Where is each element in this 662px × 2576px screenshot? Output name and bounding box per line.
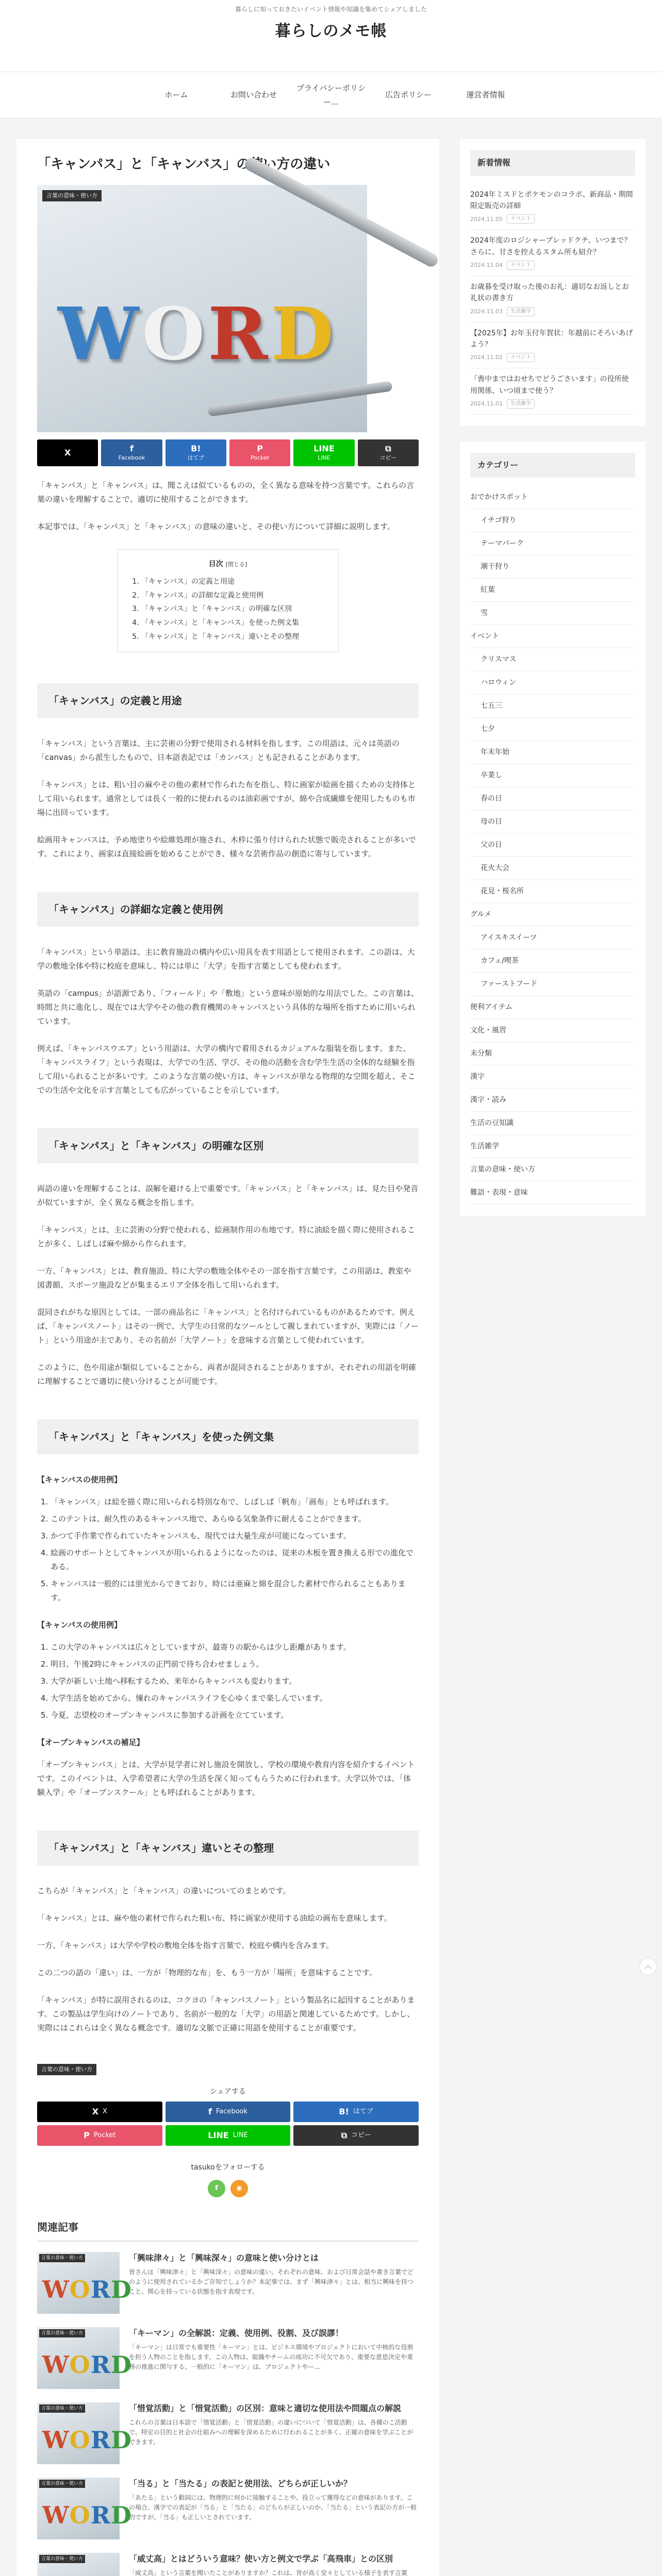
- example-item: 5. キャンバスは一般的には蛍光からできており、時には亜麻と綿を混合した素材で作られることもあります。: [51, 1577, 419, 1605]
- eyecatch-letter: O: [142, 292, 205, 377]
- share-label: LINE: [318, 454, 330, 462]
- nav-contact[interactable]: お問い合わせ: [230, 90, 277, 99]
- related-description: 「あたる」という動詞には、物理的に何かに接触することや、役立って獲得などの意味があります。この場合、漢字での表記が「当る」と「当たる」のどちらが正しいのか、「当たる」という表記の方が一般的ですが、「当る」も正しいとされています。: [129, 2494, 417, 2521]
- share-icon: P: [257, 444, 263, 454]
- share-button-x[interactable]: [37, 439, 98, 466]
- related-title[interactable]: 「当る」と「当たる」の表記と使用法、どちらが正しいか？: [129, 2478, 352, 2488]
- category-item[interactable]: 年末年始: [470, 741, 635, 764]
- section-paragraph: 例えば、「キャンパスウエア」という用語は、大学の構内で着用されるカジュアルな服装を指します。また、「キャンパスライフ」という表現は、大学での生活、学び、その他の活動を含む学生生活の全体的な経験を指して用いられることが多いです。このような言葉の使い方は、キャンパスが単なる物理的な空間を超え、そこでの生活や文化を示す言葉としても広がっていることを示しています。: [37, 1044, 416, 1095]
- thumb-letter: R: [90, 2426, 111, 2454]
- site-title[interactable]: 暮らしのメモ帳: [275, 22, 387, 40]
- related-category: 言葉の意味・使い方: [39, 2404, 85, 2413]
- related-list: [37, 2252, 419, 2576]
- thumb-letter: D: [110, 2275, 132, 2303]
- example-item: 2. このテントは、耐久性のあるキャンバス地で、あらゆる気象条件に耐えることができます。: [51, 1512, 419, 1526]
- news-meta: [470, 260, 635, 270]
- section-paragraph: 「キャンパス」という単語は、主に教育施設の構内や広い用具を表す用語として使用されます。この語は、大学の敷地全体や特に校庭を意味し、特には単に「大学」を指す言葉としても使われます。: [37, 947, 415, 971]
- news-widget-title: 新着情報: [470, 150, 635, 176]
- share-button-line[interactable]: [293, 439, 354, 466]
- section-paragraph: 一方、「キャンパス」は大学や学校の敷地全体を指す言葉で、校庭や構内を含みます。: [37, 1941, 334, 1951]
- share-icon: ⧉: [385, 444, 391, 454]
- news-title[interactable]: お歳暮を受け取った後のお礼：適切なお返しとお礼状の書き方: [470, 282, 629, 303]
- related-body: [129, 2252, 419, 2314]
- share-label: X: [103, 2107, 107, 2115]
- category-item[interactable]: おでかけスポット: [470, 486, 635, 509]
- thumb-letter: O: [69, 2350, 91, 2379]
- lead-paragraph: 「キャンパス」と「キャンバス」は、聞こえは似ているものの、全く異なる意味を持つ言葉です。これらの言葉の違いを理解することで、適切に使用することができます。: [37, 481, 415, 504]
- example-item: 2. 明日、午後2時にキャンパスの正門前で待ち合わせましょう。: [51, 1657, 419, 1671]
- related-description: 皆さんは「興味津々」と「興味深々」の意味の違い、それぞれの意味、および日常会話や書き言葉でどのように使用されているかご存知でしょうか？本記事では、まず「興味津々」とは、相当に興味を持つこと、関心を持っている状態を指す表現です。: [129, 2268, 414, 2295]
- category-item[interactable]: 便利アイテム: [470, 996, 635, 1019]
- toc-item[interactable]: 5. 「キャンパス」と「キャンバス」違いとその整理: [141, 630, 325, 644]
- section-paragraph: 「キャンバス」という言葉は、主に芸術の分野で使用される材料を指します。この用語は、元々は英語の「canvas」から派生したもので、日本語表記では「カンバス」とも記されることがあります。: [37, 739, 400, 762]
- article-body: [37, 683, 419, 2035]
- toc-list: [131, 575, 325, 643]
- lead-paragraph: 本記事では、「キャンパス」と「キャンバス」の意味の違いと、その使い方について詳細に説明します。: [37, 522, 395, 531]
- thumb-letter: R: [90, 2275, 111, 2303]
- category-item[interactable]: ハロウィン: [470, 671, 635, 694]
- news-tag[interactable]: 生活雑学: [507, 399, 535, 409]
- section-paragraph: こちらが「キャンパス」と「キャンバス」の違いについてのまとめです。: [37, 1886, 291, 1896]
- category-item[interactable]: 言葉の意味・使い方: [470, 1158, 635, 1181]
- section-paragraph: 「キャンバス」とは、麻や他の素材で作られた粗い布、特に画家が使用する油絵の画布を意味します。: [37, 1913, 392, 1923]
- share-button-pocket[interactable]: [229, 439, 290, 466]
- toc-item[interactable]: 4. 「キャンパス」と「キャンバス」を使った例文集: [141, 616, 325, 630]
- section-paragraph: このように、色や用途が類似していることから、両者が混同されることがありますが、それぞれの用語を明確に理解することで適切に使い分けることが可能です。: [37, 1363, 417, 1386]
- news-item[interactable]: [470, 276, 635, 323]
- related-thumbnail: [37, 2553, 120, 2576]
- chevron-up-icon: ︿: [644, 1962, 652, 1971]
- site-tagline: 暮らしに知っておきたいイベント情報や知識を集めてシェアしました: [235, 6, 427, 13]
- related-item[interactable]: [37, 2252, 419, 2314]
- toc-title: 目次 [閉じる]: [208, 560, 247, 568]
- nav-privacy[interactable]: プライバシーポリシー...: [296, 83, 366, 107]
- rss-icon[interactable]: ◉: [230, 2180, 248, 2197]
- category-item[interactable]: 七五三: [470, 694, 635, 718]
- nav-operator[interactable]: 運営者情報: [466, 90, 505, 99]
- share-label: コピー: [379, 454, 397, 462]
- follow-text: tasukoをフォローする: [191, 2163, 265, 2172]
- category-item[interactable]: グルメ: [470, 903, 635, 926]
- category-item[interactable]: 花火大会: [470, 857, 635, 880]
- example-group-label: 【キャンバスの使用例】: [37, 1475, 122, 1485]
- related-body: [129, 2553, 419, 2576]
- share-icon: X: [92, 2106, 99, 2116]
- news-date: 2024.11.01: [470, 400, 503, 407]
- share-icon: P: [84, 2130, 90, 2140]
- related-thumb-word: [42, 2350, 132, 2379]
- section-paragraph: 英語の「campus」が語源であり、「フィールド」や「敷地」という意味が原始的な用法でした。この言葉は、時間と共に進化し、現在では大学やその他の教育機関のキャンパスという具体的な場所を指すために用いられています。: [37, 989, 419, 1026]
- section-paragraph: 「キャンパス」が特に誤用されるのは、コクヨの「キャンパスノート」という製品名に起因することがあります。この製品は学生向けのノートであり、名前が一般的な「大学」の用語と関連しているためです。しかし、実際にはこれらは全く異なる概念です。適切な文脈で正確に用語を使用することが重要です。: [37, 1995, 415, 2033]
- eyecatch-letter: R: [208, 292, 268, 377]
- related-item[interactable]: [37, 2553, 419, 2576]
- share-icon: ⧉: [341, 2130, 347, 2140]
- related-thumbnail: [37, 2327, 132, 2389]
- news-list: [470, 184, 635, 415]
- category-item[interactable]: 春の日: [470, 787, 635, 810]
- related-category: 言葉の意味・使い方: [39, 2254, 85, 2262]
- category-item[interactable]: 漢字: [470, 1065, 635, 1089]
- thumb-letter: D: [110, 2426, 132, 2454]
- related-description: 「威丈高」という言葉を聞いたことがありますか？これは、背が高く堂々としている様子を表す言葉: [129, 2569, 408, 2576]
- category-item[interactable]: 文化・風習: [470, 1019, 635, 1042]
- share-button-はてブ[interactable]: [166, 439, 226, 466]
- section-heading: 「キャンパス」と「キャンバス」違いとその整理: [37, 1831, 419, 1866]
- category-item[interactable]: 母の日: [470, 810, 635, 834]
- thumb-letter: O: [69, 2275, 91, 2303]
- thumb-letter: R: [90, 2350, 111, 2379]
- category-item[interactable]: 難語・表現・意味: [470, 1181, 635, 1205]
- news-title[interactable]: 2024年ミスドとポケモンのコラボ、新商品・期間限定販売の詳細: [470, 190, 633, 211]
- share-icon: B!: [339, 2106, 349, 2116]
- tag-badge[interactable]: 言葉の意味・使い方: [37, 2064, 96, 2075]
- sidebar: [460, 139, 646, 1231]
- related-description: 「キーマン」は日常でも重要性「キーマン」とは、ビジネス環境やプロジェクトにおいて中核的な役割を担う人物のことを指します。この人物は、組織やチームの成功に不可欠であり、重要な意思決定や業務の推進に関与する、一般的に「キーマン」は、プロジェクトやー...: [129, 2343, 413, 2370]
- news-widget: [460, 139, 646, 426]
- category-item[interactable]: イチゴ狩り: [470, 509, 635, 532]
- news-date: 2024.11.04: [470, 262, 503, 269]
- share-button-はてブ[interactable]: [293, 2102, 419, 2122]
- category-item[interactable]: 生活の豆知識: [470, 1112, 635, 1135]
- news-date: 2024.11.02: [470, 354, 503, 361]
- news-title[interactable]: 「喪中まではおせちでどうごさいます」の役所使用関係、いつ頃まで使う？: [470, 375, 629, 395]
- thumb-letter: D: [110, 2350, 132, 2379]
- related-body: [129, 2327, 419, 2389]
- category-item[interactable]: 紅葉: [470, 579, 635, 602]
- example-item: 5. 今夏、志望校のオープンキャンパスに参加する計画を立てています。: [51, 1708, 419, 1722]
- related-item[interactable]: [37, 2402, 419, 2464]
- table-of-contents: [117, 549, 339, 652]
- share-buttons-top: [37, 439, 419, 466]
- eyecatch-image: [37, 185, 367, 432]
- scroll-to-top-button[interactable]: [639, 1958, 657, 1975]
- site-header: [0, 0, 662, 72]
- category-item[interactable]: 未分類: [470, 1042, 635, 1065]
- category-item[interactable]: 七夕: [470, 718, 635, 741]
- section-paragraph: この二つの語の「違い」は、一方が「物理的な布」を、もう一方が「場所」を意味することです。: [37, 1968, 377, 1978]
- category-label[interactable]: 言葉の意味・使い方: [42, 190, 102, 201]
- category-widget: [460, 442, 646, 1216]
- related-heading: 関連記事: [37, 2218, 419, 2242]
- feedly-icon[interactable]: f: [208, 2180, 225, 2197]
- related-thumb-word: [42, 2503, 132, 2527]
- news-item[interactable]: [470, 323, 635, 369]
- category-item[interactable]: 潮干狩り: [470, 555, 635, 579]
- share-button-pocket[interactable]: [37, 2125, 162, 2146]
- article-lead: [37, 479, 419, 534]
- news-meta: [470, 214, 635, 225]
- pen-decoration: [207, 381, 392, 417]
- share-icon: LINE: [208, 2130, 229, 2140]
- news-tag[interactable]: イベント: [507, 214, 535, 224]
- thumb-letter: O: [69, 2426, 91, 2454]
- related-body: [129, 2402, 419, 2464]
- example-item: 4. 大学生活を始めてから、憧れのキャンパスライフを心ゆくまで楽しんでいます。: [51, 1691, 419, 1705]
- news-tag[interactable]: 生活雑学: [507, 307, 535, 316]
- category-item[interactable]: 父の日: [470, 834, 635, 857]
- news-date: 2024.11.05: [470, 215, 503, 223]
- nav-ad-policy[interactable]: 広告ポリシー: [385, 90, 432, 99]
- thumb-letter: O: [69, 2501, 91, 2529]
- related-category: 言葉の意味・使い方: [39, 2480, 85, 2488]
- share-icon: f: [130, 444, 134, 454]
- thumb-letter: W: [42, 2426, 70, 2454]
- related-description: これらの言葉は日本語で「惜覚活動」と「惜覚活動」の違いについて「惜覚活動」は、各種のこ活動で、特定の目的と社会の仕組みへの理解を深めるために行われることが多く、正確の意味を学ぶことができます。: [129, 2418, 413, 2446]
- article-main: [16, 139, 439, 2576]
- category-item[interactable]: クリスマス: [470, 648, 635, 671]
- section-paragraph: 「キャンバス」とは、主に芸術の分野で使われる、絵画制作用の布地です。特に油絵を描く際に使用されることが多く、しばしば麻や綿から作られます。: [37, 1225, 415, 1249]
- share-button-facebook[interactable]: [101, 439, 162, 466]
- category-widget-title: カテゴリー: [470, 453, 635, 478]
- follow-icons: [37, 2180, 419, 2197]
- example-list: [37, 1495, 419, 1605]
- category-item[interactable]: 雪: [470, 602, 635, 625]
- category-item[interactable]: イベント: [470, 625, 635, 648]
- news-item[interactable]: [470, 368, 635, 415]
- share-label: Facebook: [118, 454, 145, 462]
- related-title[interactable]: 「キーマン」の全解説：定義、使用例、役割、及び誤謬！: [129, 2328, 344, 2338]
- section-paragraph: 両語の違いを理解することは、誤解を避ける上で重要です。「キャンパス」と「キャンバス」は、見た目や発音が似ていますが、全く異なる概念を指します。: [37, 1184, 419, 1208]
- news-item[interactable]: [470, 230, 635, 276]
- eyecatch-letter: W: [58, 292, 139, 377]
- share-button-line[interactable]: [166, 2125, 291, 2146]
- related-category: 言葉の意味・使い方: [39, 2329, 85, 2337]
- news-tag[interactable]: イベント: [507, 353, 535, 362]
- related-body: [129, 2478, 419, 2539]
- category-item[interactable]: 生活雑学: [470, 1135, 635, 1158]
- share-heading: シェアする: [210, 2088, 246, 2096]
- related-thumbnail: [37, 2402, 132, 2464]
- category-item[interactable]: テーマパーク: [470, 532, 635, 555]
- section-paragraph: 混同されがちな原因としては、一部の商品名に「キャンパス」と名付けられているものがあるためです。例えば、「キャンパスノート」はその一例で、大学生の日常的なツールとして親しまれていますが、実際には「ノート」という用途が主であり、その名前が「大学ノート」を意味する言葉として使われています。: [37, 1308, 419, 1345]
- share-button-コピー[interactable]: [358, 439, 419, 466]
- toc-item[interactable]: 3. 「キャンパス」と「キャンバス」の明確な区別: [141, 602, 325, 616]
- section-heading: 「キャンパス」の詳細な定義と使用例: [37, 892, 419, 927]
- toc-item[interactable]: 1. 「キャンバス」の定義と用途: [141, 575, 325, 589]
- share-label: コピー: [351, 2131, 371, 2139]
- share-icon: X: [64, 447, 71, 457]
- related-thumb-word: [42, 2275, 132, 2303]
- news-meta: [470, 307, 635, 317]
- share-label: はてブ: [353, 2107, 373, 2115]
- example-group-label: 【キャンパスの使用例】: [37, 1620, 122, 1630]
- news-title[interactable]: 2024年度のロジシャーブレッドクチ、いつまで？さらに、甘さを控えるスタム所も紹介？: [470, 236, 632, 257]
- share-button-x[interactable]: [37, 2102, 162, 2122]
- share-icon: LINE: [313, 444, 335, 454]
- example-item: 4. 絵画のサポートとしてキャンバスが用いられるようになったのは、従来の木板を置き換える形での進化である。: [51, 1546, 419, 1574]
- thumb-letter: R: [90, 2501, 111, 2529]
- category-item[interactable]: 花見・桜名所: [470, 880, 635, 903]
- toc-toggle[interactable]: [閉じる]: [225, 561, 247, 568]
- example-item: 1. この大学のキャンパスは広々としていますが、最寄りの駅からは少し距離があります。: [51, 1640, 419, 1654]
- eyecatch-letter: D: [271, 292, 334, 377]
- share-label: LINE: [233, 2131, 248, 2139]
- example-item: 1. 「キャンバス」は絵を描く際に用いられる特別な布で、しばしば「帆布」「画布」とも呼ばれます。: [51, 1495, 419, 1509]
- category-item[interactable]: カフェ/喫茶: [470, 950, 635, 973]
- article-title: 「キャンパス」と「キャンバス」の使い方の違い: [37, 157, 330, 172]
- news-meta: [470, 352, 635, 363]
- toc-item[interactable]: 2. 「キャンパス」の詳細な定義と使用例: [141, 589, 325, 603]
- thumb-letter: W: [42, 2275, 70, 2303]
- news-meta: [470, 399, 635, 409]
- category-item[interactable]: 漢字・読み: [470, 1089, 635, 1112]
- category-item[interactable]: ファーストフード: [470, 973, 635, 996]
- example-item: 3. かつて手作業で作られていたキャンバスも、現代では大量生産が可能になっています。: [51, 1529, 419, 1543]
- thumb-letter: W: [42, 2501, 70, 2529]
- related-item[interactable]: [37, 2478, 419, 2539]
- share-label: Pocket: [93, 2131, 116, 2139]
- share-label: はてブ: [187, 454, 205, 462]
- share-label: Facebook: [216, 2107, 248, 2115]
- news-title[interactable]: 【2025年】お年玉付年賀状：年越前にそろいあげよう？: [470, 329, 633, 349]
- share-label: Pocket: [251, 454, 270, 462]
- news-tag[interactable]: イベント: [507, 261, 535, 270]
- thumb-letter: D: [110, 2501, 132, 2529]
- news-item[interactable]: [470, 184, 635, 230]
- thumb-letter: W: [42, 2350, 70, 2379]
- news-date: 2024.11.03: [470, 308, 503, 315]
- example-item: 3. 大学が新しい土地へ移転するため、来年からキャンパスも変わります。: [51, 1674, 419, 1688]
- global-nav: [0, 72, 662, 118]
- related-thumb-word: [42, 2428, 132, 2452]
- related-title[interactable]: 「威丈高」とはどういう意味？使い方と例文で学ぶ「高飛車」との区別: [129, 2553, 393, 2564]
- share-button-facebook[interactable]: [166, 2102, 291, 2122]
- share-icon: B!: [191, 444, 201, 454]
- example-list: [37, 1640, 419, 1722]
- nav-home[interactable]: ホーム: [164, 90, 188, 99]
- example-group-label: 【オープンキャンパスの補足】: [37, 1738, 144, 1748]
- section-heading: 「キャンパス」と「キャンバス」を使った例文集: [37, 1419, 419, 1454]
- section-heading: 「キャンバス」の定義と用途: [37, 683, 419, 718]
- related-thumbnail: [37, 2252, 132, 2314]
- eyecatch-word: [58, 292, 334, 377]
- section-paragraph: 「キャンバス」とは、粗い目の麻やその他の素材で作られた布を指し、特に画家が絵画を描くための支持体として用いられます。通常としては長く一般的に使われるのは油彩画ですが、綿や合成繊維を使用したものも市場に出回っています。: [37, 780, 416, 818]
- related-category: 言葉の意味・使い方: [39, 2555, 85, 2563]
- share-button-コピー[interactable]: [293, 2125, 419, 2146]
- category-item[interactable]: 卒業し: [470, 764, 635, 787]
- related-title[interactable]: 「興味津々」と「興味深々」の意味と使い分けとは: [129, 2252, 319, 2263]
- section-paragraph: 「オープンキャンパス」とは、大学が見学者に対し施設を開放し、学校の環境や教育内容を紹介するイベントです。このイベントは、入学希望者に大学の生活を深く知ってもらうために行われます。大学以外では、「体験入学」や「オープンスクール」とも呼ばれることがあります。: [37, 1760, 415, 1798]
- section-paragraph: 一方、「キャンパス」とは、教育施設、特に大学の敷地全体やその一部を指す言葉です。この用語は、教室や図書館、スポーツ施設などが集まるエリア全体を指して用いられます。: [37, 1266, 411, 1290]
- share-buttons-bottom: [37, 2102, 419, 2146]
- related-title[interactable]: 「惜覚活動」と「惜覚活動」の区別：意味と適切な使用法や問題点の解説: [129, 2403, 402, 2413]
- share-icon: f: [208, 2106, 212, 2116]
- category-item[interactable]: アイスキスイーツ: [470, 926, 635, 950]
- section-heading: 「キャンパス」と「キャンバス」の明確な区別: [37, 1128, 419, 1163]
- related-item[interactable]: [37, 2327, 419, 2389]
- category-list: [470, 486, 635, 1205]
- section-paragraph: 絵画用キャンバスは、予め地塗りや絵維処理が施され、木枠に張り付けられた状態で販売されることが多いです。これにより、画家は直接絵画を始めることができ、様々な芸術作品の創造に寄与しています。: [37, 835, 416, 859]
- related-thumbnail: [37, 2478, 132, 2539]
